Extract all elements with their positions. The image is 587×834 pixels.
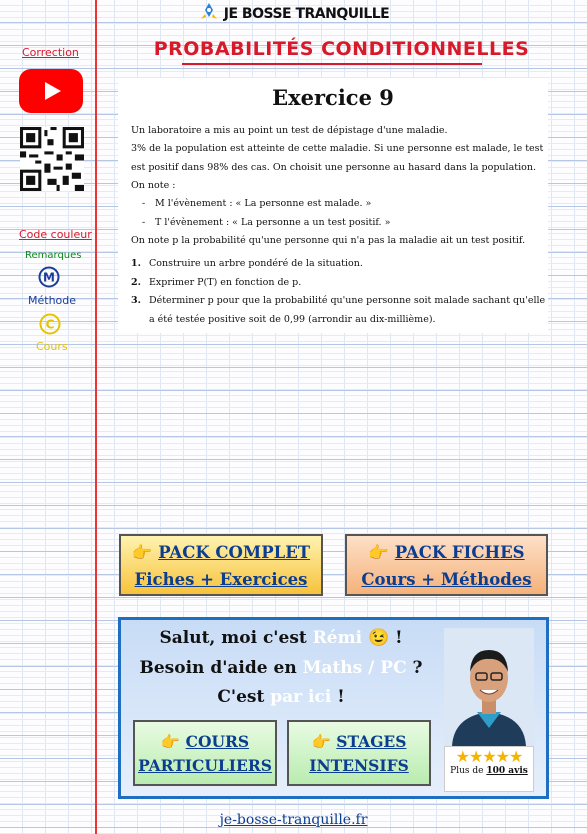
pack-complet-button[interactable] xyxy=(119,534,323,596)
bullet-item: M l'évènement : « La personne est malade. » xyxy=(155,198,372,209)
promo-link-text: par ici xyxy=(270,687,332,707)
question-text: Déterminer p pour que la probabilité qu'une personne soit malade sachant qu'elle xyxy=(149,295,546,306)
question-text: Construire un arbre pondéré de la situation. xyxy=(149,258,363,269)
footer-link[interactable]: je-bosse-tranquille.fr xyxy=(219,812,368,828)
title-underline xyxy=(182,63,482,65)
pack-line2: Fiches + Exercices xyxy=(134,570,308,589)
exercise-line: 3% de la population est atteinte de cette maladie. Si une personne est malade, le test xyxy=(131,143,544,154)
pointing-hand-icon: 👉 xyxy=(131,543,153,562)
promo-text: ? xyxy=(406,658,423,678)
brand-header xyxy=(0,2,587,26)
correction-label: Correction xyxy=(22,46,79,59)
promo-text: ! xyxy=(331,687,345,707)
promo-greeting xyxy=(121,628,441,648)
cours-c-icon xyxy=(39,313,61,339)
avis-count[interactable]: 100 avis xyxy=(486,766,528,776)
cours-particuliers-button[interactable] xyxy=(133,720,277,786)
question-number: 1. xyxy=(131,258,141,269)
svg-text:C: C xyxy=(45,317,55,332)
stars-icon: ★★★★★ xyxy=(455,747,523,766)
methode-m-icon xyxy=(38,266,60,292)
pack-line1: PACK FICHES xyxy=(394,543,525,562)
qr-code-icon[interactable] xyxy=(20,127,84,191)
youtube-play-icon[interactable] xyxy=(19,69,83,113)
promo-box xyxy=(118,617,549,799)
promo-text: Besoin d'aide en xyxy=(139,658,303,678)
question-number: 2. xyxy=(131,277,141,288)
bullet-dash: - xyxy=(142,198,146,209)
smile-icon: 😉 xyxy=(367,628,390,648)
exercise-line: Un laboratoire a mis au point un test de dépistage d'une maladie. xyxy=(131,125,448,136)
margin-line xyxy=(95,0,97,834)
rating-badge xyxy=(444,746,534,792)
remarques-label: Remarques xyxy=(25,250,82,261)
bullet-dash: - xyxy=(142,217,146,228)
exercise-line: est positif dans 98% des cas. On choisit une personne au hasard dans la population. xyxy=(131,162,536,173)
promo-cta xyxy=(121,687,441,707)
cours-label: Cours xyxy=(36,340,68,353)
avatar xyxy=(444,628,534,746)
question-text: Exprimer P(T) en fonction de p. xyxy=(149,277,302,288)
btn-line2: INTENSIFS xyxy=(309,756,409,775)
btn-line2: PARTICULIERS xyxy=(138,756,272,775)
pack-fiches-button[interactable] xyxy=(345,534,548,596)
avis-text xyxy=(445,766,533,776)
promo-subject: Maths / PC xyxy=(302,658,407,678)
svg-text:M: M xyxy=(43,270,55,285)
pointing-hand-icon: 👉 xyxy=(160,732,181,751)
pack-line2: Cours + Méthodes xyxy=(361,570,532,589)
rocket-logo-icon xyxy=(198,2,220,26)
methode-label: Méthode xyxy=(28,294,77,307)
brand-name: JE BOSSE TRANQUILLE xyxy=(223,6,390,22)
code-couleur-label: Code couleur xyxy=(19,228,92,241)
btn-line1: STAGES xyxy=(336,732,407,751)
exercise-title: Exercice 9 xyxy=(272,85,394,110)
avis-prefix: Plus de xyxy=(450,766,487,776)
promo-text: C'est xyxy=(217,687,271,707)
pointing-hand-icon: 👉 xyxy=(368,543,389,562)
page-title: PROBABILITÉS CONDITIONNELLES xyxy=(153,38,530,60)
promo-help xyxy=(121,658,441,678)
btn-line1: COURS xyxy=(185,732,250,751)
stages-intensifs-button[interactable] xyxy=(287,720,431,786)
pack-line1: PACK COMPLET xyxy=(158,543,311,562)
exercise-line: On note : xyxy=(131,180,176,191)
question-number: 3. xyxy=(131,295,141,306)
pointing-hand-icon: 👉 xyxy=(311,732,331,751)
exercise-note: On note p la probabilité qu'une personne qui n'a pas la maladie ait un test positif. xyxy=(131,235,526,246)
bullet-item: T l'évènement : « La personne a un test positif. » xyxy=(155,217,391,228)
promo-text: ! xyxy=(389,628,403,648)
promo-name: Rémi xyxy=(312,628,363,648)
question-text: a été testée positive soit de 0,99 (arrondir au dix-millième). xyxy=(149,314,436,325)
promo-text: Salut, moi c'est xyxy=(159,628,313,648)
